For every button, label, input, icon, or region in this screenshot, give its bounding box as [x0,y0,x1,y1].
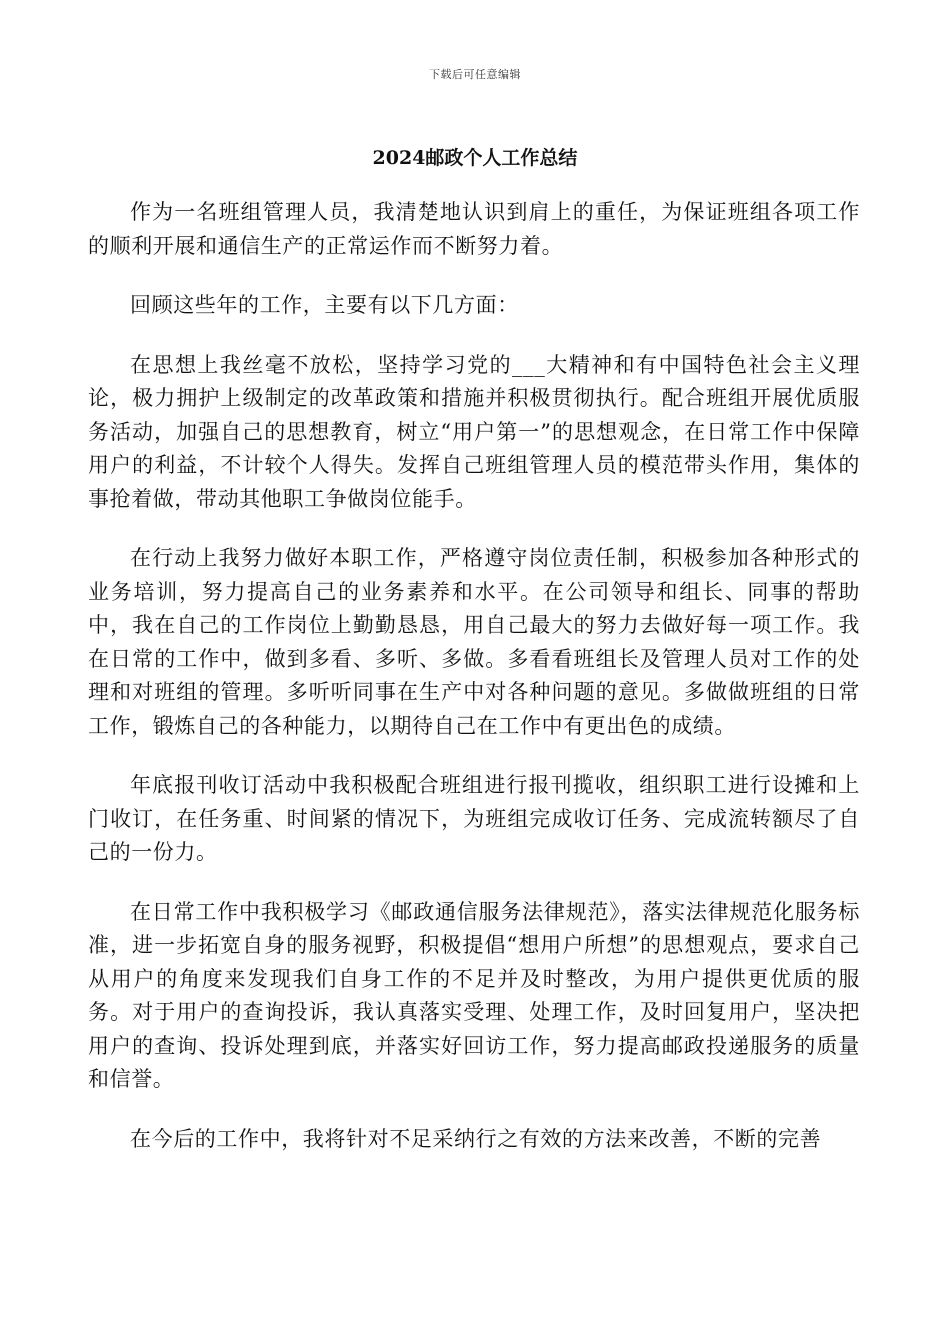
paragraph-review: 回顾这些年的工作，主要有以下几方面： [130,293,519,317]
paragraph-action: 在行动上我努力做好本职工作，严格遵守岗位责任制，积极参加各种形式的业务培训，努力提高自己的业务素养和水平。在公司领导和组长、同事的帮助中，我在自己的工作岗位上勤勤恳恳，用自己最大的努力去做好每一项工作。我在日常的工作中，做到多看、多听、多做。多看看班组长及管理人员对工作的处理和对班组的管理。多听听同事在生产中对各种问题的意见。多做做班组的日常工作，锻炼自己的各种能力，以期待自己在工作中有更出色的成绩。 [88,546,860,738]
document-body [88,196,860,1182]
paragraph-ideology: 在思想上我丝毫不放松，坚持学习党的___大精神和有中国特色社会主义理论，极力拥护上级制定的改革政策和措施并积极贯彻执行。配合班组开展优质服务活动，加强自己的思想教育，树立“用户第一”的思想观念，在日常工作中保障用户的利益，不计较个人得失。发挥自己班组管理人员的模范带头作用，集体的事抢着做，带动其他职工争做岗位能手。 [88,352,860,511]
paragraph-intro: 作为一名班组管理人员，我清楚地认识到肩上的重任，为保证班组各项工作的顺利开展和通信生产的正常运作而不断努力着。 [88,200,860,258]
paragraph-subscription: 年底报刊收订活动中我积极配合班组进行报刊揽收，组织职工进行设摊和上门收订，在任务重、时间紧的情况下，为班组完成收订任务、完成流转额尽了自己的一份力。 [88,773,860,864]
page-title: 2024邮政个人工作总结 [372,147,578,169]
paragraph-future: 在今后的工作中，我将针对不足采纳行之有效的方法来改善，不断的完善 [130,1126,822,1151]
paragraph-daily-work: 在日常工作中我积极学习《邮政通信服务法律规范》，落实法律规范化服务标准，进一步拓宽自身的服务视野，积极提倡“想用户所想”的思想观点，要求自己从用户的角度来发现我们自身工作的不足并及时整改，为用户提供更优质的服务。对于用户的查询投诉，我认真落实受理、处理工作，及时回复用户，坚决把用户的查询、投诉处理到底，并落实好回访工作，努力提高邮政投递服务的质量和信誉。 [88,899,860,1091]
header-note: 下载后可任意编辑 [429,68,521,81]
